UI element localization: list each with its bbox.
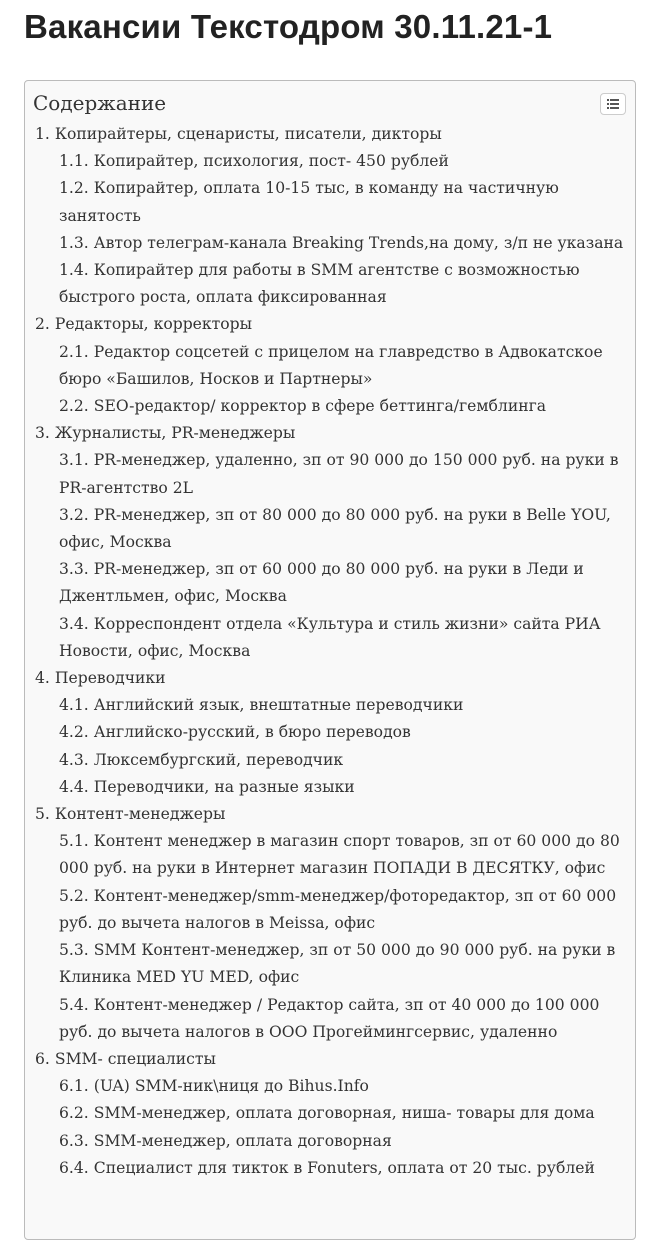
toc-subsection (59, 1128, 627, 1155)
toc-subsection (59, 883, 627, 937)
toc-section-link[interactable] (35, 311, 627, 338)
toc-subsection-title: SEO-редактор/ корректор в сфере беттинга/гемблинга (93, 397, 547, 416)
toc-subsection-number: 1.1. (59, 152, 89, 171)
toc-section (35, 1046, 627, 1182)
toc-subsection-number: 6.2. (59, 1104, 89, 1123)
toc-section-title: Копирайтеры, сценаристы, писатели, дикторы (54, 125, 442, 143)
toc-subsection (59, 447, 627, 501)
toc-subsection-number: 4.3. (59, 750, 89, 769)
toc-section (35, 801, 627, 1046)
toc-list (35, 121, 627, 1182)
toc-subsection-title: Специалист для тикток в Fonuters, оплата от 20 тыс. рублей (93, 1158, 595, 1177)
toc-subsection-number: 3.1. (59, 451, 89, 470)
toc-subsection (59, 502, 627, 556)
toc-subsection-number: 3.2. (59, 505, 89, 524)
toc-section-number: 6. (35, 1049, 50, 1068)
toc-subsection-link[interactable] (59, 992, 627, 1046)
toc-subsection-list (35, 1073, 627, 1182)
toc-subsection-number: 5.3. (59, 941, 89, 960)
toc-subsection-number: 4.2. (59, 723, 89, 742)
toc-subsection-link[interactable] (59, 828, 627, 882)
toc-subsection-link[interactable] (59, 774, 627, 801)
toc-subsection (59, 1073, 627, 1100)
toc-subsection (59, 1100, 627, 1127)
toc-subsection-link[interactable] (59, 937, 627, 991)
toc-section-link[interactable] (35, 121, 627, 148)
toc-toggle-button[interactable] (600, 93, 626, 115)
toc-header: Содержание (33, 91, 167, 115)
toc-subsection-number: 1.3. (59, 233, 89, 252)
toc-subsection-title: (UA) SMM-ник\ниця до Bihus.Info (93, 1077, 369, 1096)
toc-subsection-number: 2.1. (59, 342, 89, 361)
toc-subsection-title: SMM-менеджер, оплата договорная, ниша- товары для дома (93, 1104, 595, 1123)
toc-subsection-link[interactable] (59, 1155, 627, 1182)
toc-subsection (59, 257, 627, 311)
toc-section-title: Переводчики (54, 669, 166, 688)
toc-section (35, 420, 627, 665)
toc-subsection-link[interactable] (59, 447, 627, 501)
toc-subsection-link[interactable] (59, 148, 627, 175)
toc-subsection-link[interactable] (59, 719, 627, 746)
toc-subsection-link[interactable] (59, 1128, 627, 1155)
toc-subsection-link[interactable] (59, 502, 627, 556)
toc-subsection-link[interactable] (59, 556, 627, 610)
toc-section-title: Контент-менеджеры (54, 805, 226, 824)
toc-subsection (59, 1155, 627, 1182)
toc-subsection-list (35, 148, 627, 311)
table-of-contents (24, 80, 636, 1240)
toc-subsection-title: Контент-менеджер/smm-менеджер/фоторедактор, зп от 60 000 руб. до вычета налогов в Meissa, офис (59, 886, 617, 932)
toc-section (35, 311, 627, 420)
toc-subsection-number: 4.4. (59, 777, 89, 796)
toc-subsection-title: Английский язык, внештатные переводчики (93, 696, 464, 715)
toc-subsection-number: 2.2. (59, 397, 89, 416)
toc-section-number: 1. (35, 125, 50, 143)
toc-section-number: 3. (35, 424, 50, 443)
toc-section-link[interactable] (35, 665, 627, 692)
toc-section-link[interactable] (35, 801, 627, 828)
toc-section (35, 121, 627, 311)
toc-subsection (59, 339, 627, 393)
toc-section-title: Редакторы, корректоры (54, 315, 253, 334)
toc-subsection (59, 148, 627, 175)
toc-section-title: SMM- специалисты (54, 1049, 216, 1068)
toc-subsection-number: 3.4. (59, 614, 89, 633)
toc-subsection-number: 5.2. (59, 886, 89, 905)
list-toggle-icon (607, 99, 619, 109)
toc-section-title: Журналисты, PR-менеджеры (54, 424, 296, 443)
toc-subsection-number: 5.1. (59, 832, 89, 851)
toc-subsection (59, 692, 627, 719)
toc-subsection-number: 4.1. (59, 696, 89, 715)
toc-subsection-link[interactable] (59, 1100, 627, 1127)
toc-subsection-list (35, 339, 627, 421)
toc-subsection-title: Люксембургский, переводчик (93, 750, 344, 769)
toc-subsection-number: 1.4. (59, 261, 89, 280)
toc-subsection-list (35, 828, 627, 1046)
toc-section (35, 665, 627, 801)
toc-subsection-title: Копирайтер, психология, пост- 450 рублей (93, 152, 449, 171)
toc-subsection-title: Копирайтер, оплата 10-15 тыс, в команду на частичную занятость (59, 179, 559, 225)
toc-subsection-number: 6.4. (59, 1158, 89, 1177)
toc-subsection-number: 6.3. (59, 1131, 89, 1150)
toc-subsection-title: Копирайтер для работы в SMM агентстве с возможностью быстрого роста, оплата фиксированная (59, 261, 580, 307)
toc-subsection-title: Контент-менеджер / Редактор сайта, зп от 40 000 до 100 000 руб. до вычета налогов в ООО Прогеймингсервис, удаленно (59, 995, 600, 1041)
toc-subsection-title: Переводчики, на разные языки (93, 777, 355, 796)
toc-subsection-link[interactable] (59, 883, 627, 937)
page-title: Вакансии Текстодром 30.11.21-1 (24, 8, 553, 45)
toc-subsection (59, 774, 627, 801)
toc-subsection-title: PR-менеджер, зп от 80 000 до 80 000 руб. на руки в Belle YOU, офис, Москва (59, 505, 611, 552)
toc-subsection (59, 611, 627, 665)
toc-subsection-link[interactable] (59, 692, 627, 719)
toc-subsection-number: 1.2. (59, 179, 89, 198)
toc-subsection-title: Автор телеграм-канала Breaking Trends,на дому, з/п не указана (93, 233, 624, 252)
toc-subsection-link[interactable] (59, 611, 627, 665)
toc-subsection-list (35, 692, 627, 801)
toc-subsection-link[interactable] (59, 393, 627, 420)
toc-subsection-title: Редактор соцсетей с прицелом на главредство в Адвокатское бюро «Башилов, Носков и Партнеры» (59, 342, 603, 388)
toc-section-number: 2. (35, 315, 50, 334)
toc-subsection-number: 3.3. (59, 560, 89, 579)
toc-subsection (59, 992, 627, 1046)
toc-subsection-link[interactable] (59, 257, 627, 311)
toc-subsection-link[interactable] (59, 747, 627, 774)
toc-section-link[interactable] (35, 420, 627, 447)
toc-subsection (59, 937, 627, 991)
toc-subsection (59, 393, 627, 420)
toc-section-number: 5. (35, 805, 50, 824)
toc-subsection-number: 5.4. (59, 995, 89, 1014)
toc-subsection-title: Корреспондент отдела «Культура и стиль жизни» сайта РИА Новости, офис, Москва (59, 614, 601, 660)
toc-subsection-link[interactable] (59, 175, 627, 229)
toc-subsection-title: SMM Контент-менеджер, зп от 50 000 до 90 000 руб. на руки в Клиника MED YU MED, офис (59, 941, 616, 987)
toc-subsection-title: PR-менеджер, удаленно, зп от 90 000 до 150 000 руб. на руки в PR-агентство 2L (59, 451, 619, 497)
toc-subsection (59, 747, 627, 774)
toc-subsection-link[interactable] (59, 1073, 627, 1100)
toc-subsection-title: Контент менеджер в магазин спорт товаров, зп от 60 000 до 80 000 руб. на руки в Интернет магазин ПОПАДИ В ДЕСЯТКУ, офис (59, 832, 620, 878)
toc-subsection-number: 6.1. (59, 1077, 89, 1096)
toc-subsection-link[interactable] (59, 230, 627, 257)
toc-section-number: 4. (35, 669, 50, 688)
toc-subsection (59, 175, 627, 229)
toc-subsection (59, 719, 627, 746)
toc-subsection (59, 230, 627, 257)
toc-subsection-title: PR-менеджер, зп от 60 000 до 80 000 руб. на руки в Леди и Джентльмен, офис, Москва (59, 560, 584, 606)
toc-subsection (59, 556, 627, 610)
toc-subsection-link[interactable] (59, 339, 627, 393)
toc-subsection-list (35, 447, 627, 665)
toc-subsection (59, 828, 627, 882)
toc-section-link[interactable] (35, 1046, 627, 1073)
toc-subsection-title: SMM-менеджер, оплата договорная (93, 1131, 392, 1150)
toc-subsection-title: Английско-русский, в бюро переводов (93, 723, 411, 742)
